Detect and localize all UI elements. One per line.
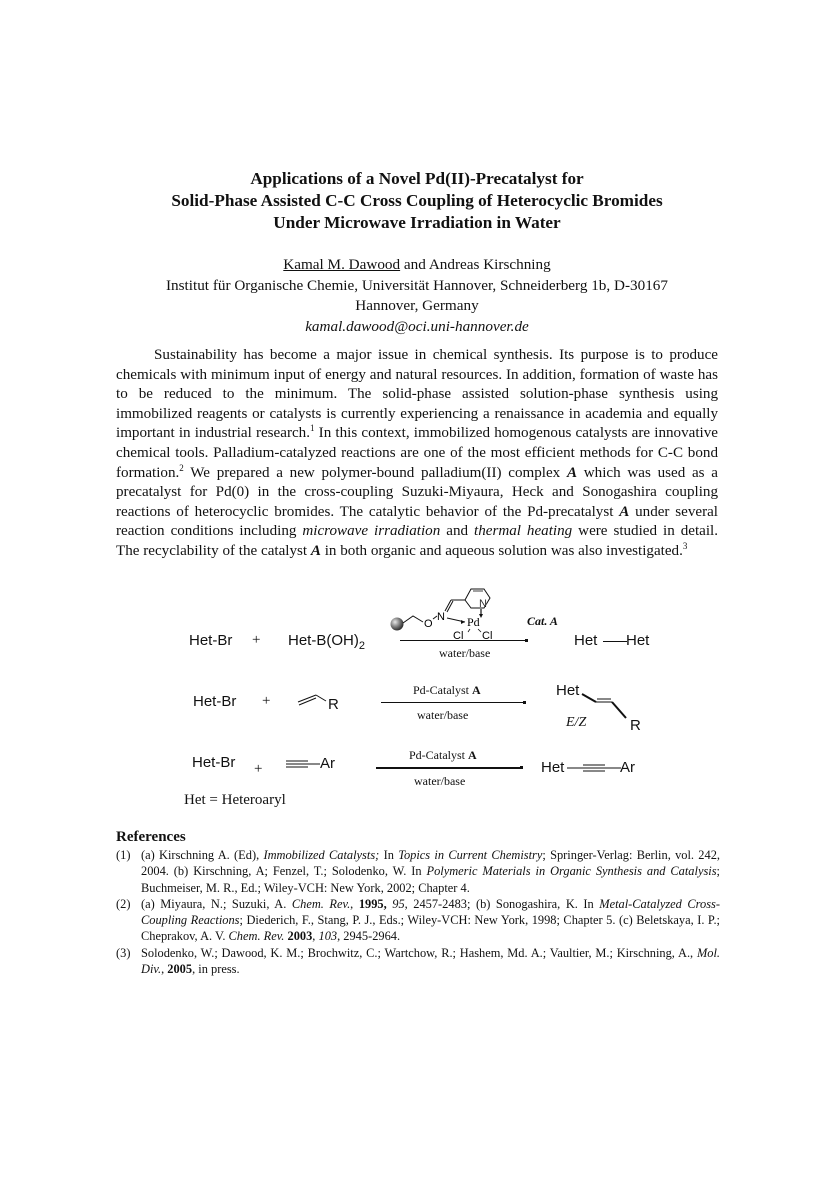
ref-text: ; Diederich, F., Stang, P. J., Eds.; Wiley-VCH: New York, 1998; Chapter 5. (c) Beletskaya, I. P.; Cheprakov, A. V. — [141, 913, 720, 944]
catalyst-a-structure-icon — [385, 578, 545, 640]
title-line-1: Applications of a Novel Pd(II)-Precatalyst for — [250, 169, 584, 188]
sonogashira-conditions: water/base — [414, 774, 466, 788]
text-segment: Sustainability has become a major issue in chemical synthesis. Its purpose is to produce chemicals with minimum input of energy and natural resources. In addition, formation of waste has to be reduced to the minimum. The solid-phase assisted solution-phase synthesis using immobilized reagents or catalysts is currently experiencing a renaissance in academia and equally important in industrial research. — [116, 347, 718, 442]
ref-italic: Mol. Div. — [141, 945, 720, 977]
citation-3[interactable]: 3 — [682, 540, 688, 551]
author-separator: and — [400, 256, 429, 273]
references-heading: References — [116, 829, 186, 845]
ref-bold: 1995, — [358, 896, 387, 911]
ref-text: In — [379, 848, 399, 862]
reference-item-2 — [116, 896, 720, 945]
text-segment: were studied in detail. The recyclability of the catalyst — [116, 523, 719, 559]
product-alkyne-bond-icon — [567, 763, 623, 773]
sonogashira-reactant-1: Het-Br — [192, 754, 236, 771]
ref-italic: Chem. Rev. — [228, 929, 285, 944]
reference-number: (2) — [116, 896, 131, 911]
ref-text: , — [161, 962, 168, 977]
presenting-author: Kamal M. Dawood — [283, 256, 401, 273]
coauthor: Andreas Kirschning — [428, 256, 551, 273]
heck-reaction-arrow — [381, 702, 524, 703]
emphasis-thermal: thermal heating — [474, 523, 573, 540]
het-definition: Het = Heteroaryl — [184, 792, 286, 808]
sonogashira-reaction-arrow — [376, 767, 521, 769]
heck-isomer-label: E/Z — [566, 715, 587, 730]
heck-product-het: Het — [556, 682, 580, 699]
biaryl-bond — [603, 641, 627, 642]
suzuki-product-het-right: Het — [626, 632, 650, 649]
ref-italic: Polymeric Materials in Organic Synthesis and Catalysis — [426, 864, 717, 879]
ref-italic: Metal-Catalyzed Cross-Coupling Reactions — [141, 896, 720, 928]
ref-italic: Immobilized Catalysts; — [263, 848, 380, 862]
sonogashira-alkyne-ar: Ar — [320, 755, 335, 772]
ref-text: , — [350, 896, 359, 911]
ref-text: , 2457-2483; (b) Sonogashira, K. In — [404, 896, 600, 911]
ref-text: (a) Miyaura, N.; Suzuki, A. — [141, 896, 292, 911]
catalyst-a-label: A — [619, 503, 630, 520]
title-line-2: Solid-Phase Assisted C-C Cross Coupling of Heterocyclic Bromides — [171, 191, 663, 210]
reference-number: (1) — [116, 848, 131, 862]
ref-bold: 2003 — [287, 929, 313, 944]
catalyst-letter: A — [472, 683, 481, 697]
citation-2[interactable]: 2 — [179, 462, 184, 473]
svg-text:Cl: Cl — [482, 630, 493, 640]
heck-catalyst — [413, 683, 481, 697]
ref-text: , 2945-2964. — [337, 929, 401, 944]
catalyst-a-label: A — [566, 464, 578, 481]
heck-alkene-r: R — [328, 696, 339, 713]
ref-text: (a) Kirschning A. (Ed), — [141, 848, 264, 862]
suzuki-product-het-left: Het — [574, 632, 598, 649]
citation-1[interactable]: 1 — [310, 423, 315, 434]
ref-text: Solodenko, W.; Dawood, K. M.; Brochwitz, C.; Wartchow, R.; Hashem, Md. A.; Vaultier, M.; Kirschning, A., — [141, 945, 697, 960]
heck-product-r: R — [630, 717, 641, 734]
ref-italic: 95 — [392, 896, 405, 911]
sonogashira-product-het: Het — [541, 759, 565, 776]
emphasis-microwave: microwave irradiation — [302, 523, 441, 540]
references-section — [116, 828, 720, 977]
boronic-acid-subscript: 2 — [358, 640, 365, 652]
text-segment: In this context, immobilized homogenous catalysts are innovative chemical tools. Palladium-catalyzed reactions are one of the most efficient methods for C-C bond formation. — [116, 425, 718, 481]
heck-conditions: water/base — [417, 708, 469, 722]
svg-text:N: N — [479, 598, 487, 610]
sonogashira-catalyst — [409, 748, 477, 762]
catalyst-letter: A — [468, 748, 477, 762]
alkyne-bond-icon — [286, 759, 322, 769]
text-segment: in both organic and aqueous solution was also investigated. — [320, 542, 683, 559]
text-segment: We prepared a new polymer-bound palladium(II) complex — [183, 464, 567, 481]
catalyst-a-label: Cat. A — [527, 614, 558, 628]
sonogashira-plus: + — [254, 761, 263, 777]
suzuki-reactant-1: Het-Br — [189, 632, 233, 649]
suzuki-conditions: water/base — [439, 646, 491, 660]
ref-italic: Topics in Current Chemistry — [398, 848, 543, 862]
ref-text: ; Buchmeiser, M. R., Ed.; Wiley-VCH: New York, 2002; Chapter 4. — [141, 864, 720, 895]
boronic-acid-main: Het-B(OH) — [288, 632, 359, 649]
heck-product-alkene-icon — [580, 692, 632, 722]
catalyst-text: Pd-Catalyst — [413, 683, 472, 697]
catalyst-text: Pd-Catalyst — [409, 748, 468, 762]
reference-item-3 — [116, 945, 720, 978]
text-segment: under several reaction conditions including — [116, 503, 719, 540]
sonogashira-product-ar: Ar — [620, 759, 635, 776]
affiliation-line-1: Institut für Organische Chemie, Universität Hannover, Schneiderberg 1b, D-30167 — [165, 276, 668, 294]
ref-text: , in press. — [192, 962, 240, 977]
text-segment: and — [440, 523, 474, 540]
catalyst-a-label: A — [310, 542, 321, 559]
suzuki-reactant-2 — [288, 632, 365, 655]
ref-italic: 103 — [318, 929, 338, 944]
reference-number: (3) — [116, 945, 131, 960]
suzuki-plus: + — [252, 632, 261, 648]
alkene-bond-icon — [296, 692, 330, 706]
ref-text: ; Springer-Verlag: Berlin, vol. 242, 2004. (b) Kirschning, A; Fenzel, T.; Solodenko, W. In — [141, 848, 720, 879]
ref-bold: 2005 — [167, 962, 193, 977]
svg-text:Cl: Cl — [453, 630, 464, 640]
svg-text:Pd: Pd — [467, 615, 480, 629]
text-segment: which was used as a precatalyst for Pd(0) in the cross-coupling Suzuki-Miyaura, Heck and Sonogashira coupling reactions of heterocyclic bromides. The catalytic behavior of the Pd-precatalyst — [116, 464, 718, 520]
svg-text:O: O — [424, 618, 433, 630]
ref-italic: Chem. Rev. — [291, 896, 351, 911]
affiliation-line-2: Hannover, Germany — [355, 297, 479, 314]
suzuki-reaction-arrow — [400, 640, 526, 641]
ref-text: , — [312, 929, 319, 944]
heck-reactant-1: Het-Br — [193, 693, 237, 710]
heck-plus: + — [262, 693, 271, 709]
author-email[interactable]: kamal.dawood@oci.uni-hannover.de — [305, 317, 529, 335]
svg-text:N: N — [437, 611, 445, 623]
reference-item-1 — [116, 847, 720, 896]
title-line-3: Under Microwave Irradiation in Water — [273, 213, 561, 232]
